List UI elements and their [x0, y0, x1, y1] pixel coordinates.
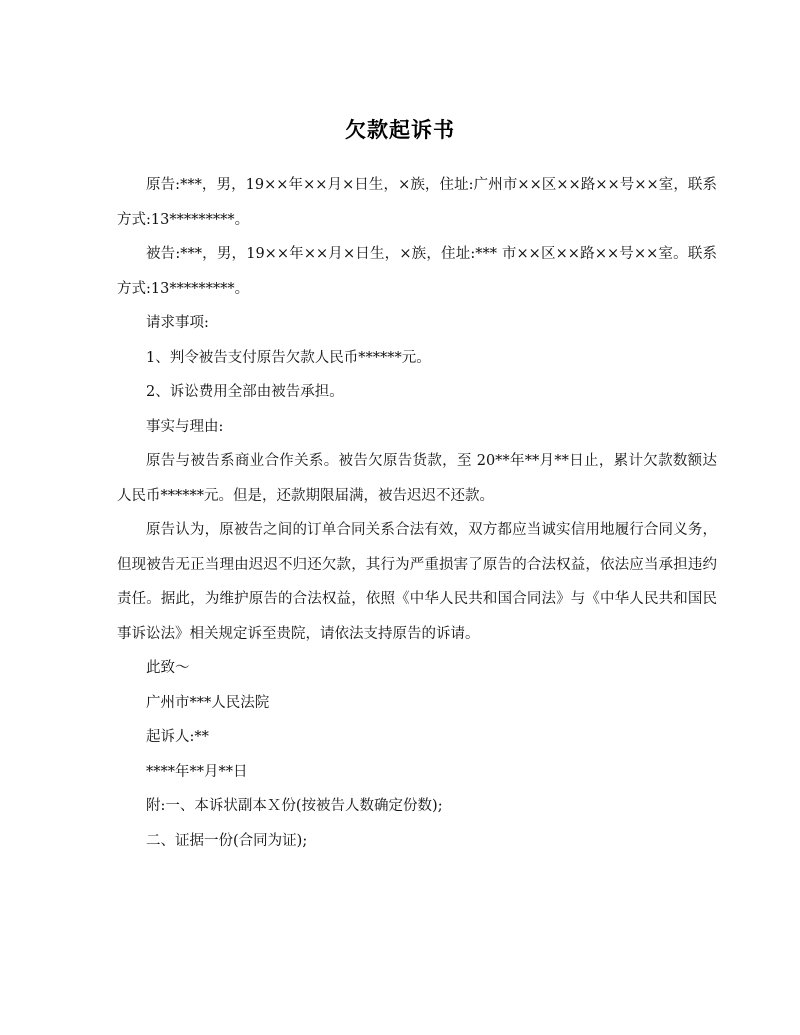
plaintiff-signature: 起诉人:**	[146, 729, 209, 745]
facts-heading: 事实与理由:	[146, 418, 224, 435]
attachment-1: 附:一、本诉状副本Ｘ份(按被告人数确定份数);	[146, 798, 443, 814]
plaintiff-info: 原告:***，男，19××年××月×日生，×族，住址:广州市××区××路××号××室，联系 方式:13*********。	[117, 177, 717, 228]
closing-salutation: 此致～	[146, 660, 190, 676]
attachment-2: 二、证据一份(合同为证);	[146, 832, 308, 849]
defendant-info: 被告:***，男，19××年××月×日生，×族，住址:*** 市××区××路××号××室。联系 方式:13*********。	[117, 246, 717, 297]
document-title: 欠款起诉书	[345, 117, 455, 142]
claim-item-2: 2、诉讼费用全部由被告承担。	[146, 384, 344, 400]
claims-heading: 请求事项:	[146, 315, 209, 331]
document-body	[117, 168, 717, 858]
claim-item-1: 1、判令被告支付原告欠款人民币******元。	[146, 349, 431, 366]
facts-paragraph-2: 原告认为，原被告之间的订单合同关系合法有效，双方都应当诚实信用地履行合同义务，但现被告无正当理由迟迟不归还欠款，其行为严重损害了原告的合法权益，依法应当承担违约责任。据此，为维护原告的合法权益，依照《中华人民共和国合同法》与《中华人民共和国民事诉讼法》相关规定诉至贵院，请依法支持原告的诉请。	[117, 522, 717, 642]
filing-date: ****年**月**日	[146, 763, 248, 780]
court-name: 广州市***人民法院	[146, 694, 270, 711]
facts-paragraph-1: 原告与被告系商业合作关系。被告欠原告货款，至 20**年**月**日止，累计欠款数额达人民币******元。但是，还款期限届满，被告迟迟不还款。	[117, 453, 717, 504]
